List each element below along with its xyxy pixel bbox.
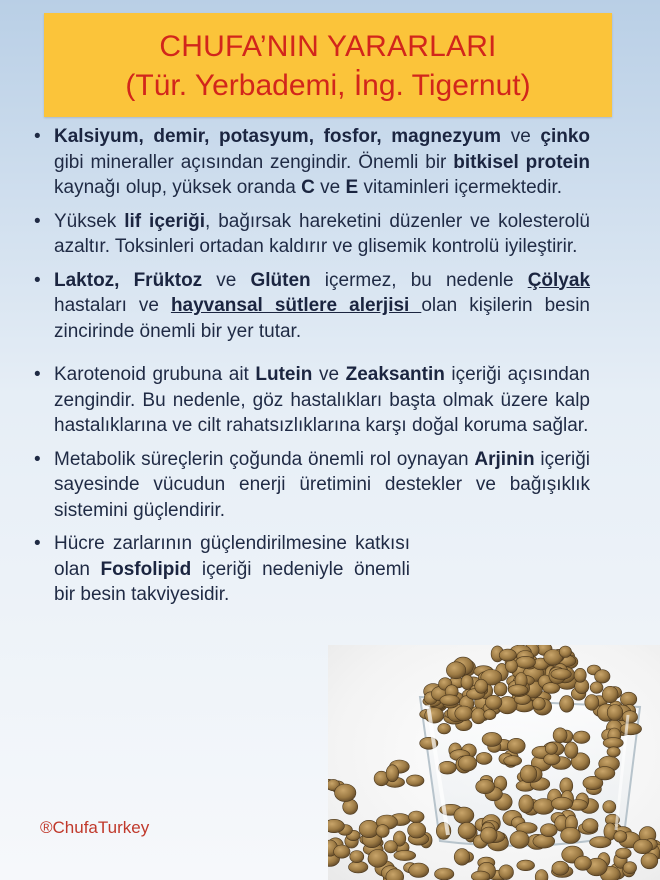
tigernut bbox=[406, 775, 424, 786]
tigernut bbox=[454, 807, 474, 823]
tigernut bbox=[455, 706, 473, 721]
text: ve bbox=[501, 126, 541, 147]
benefits-list bbox=[34, 124, 590, 616]
tigernut bbox=[508, 685, 528, 696]
text: hastaları ve bbox=[54, 295, 171, 316]
tigernut bbox=[553, 728, 567, 743]
tigernut bbox=[394, 850, 416, 860]
bold-underlined-text: hayvansal sütlere alerjisi bbox=[170, 295, 422, 316]
tigernut bbox=[484, 710, 496, 720]
text: Hücre zarlarının güçlendirilmesine katkısı olan bbox=[54, 533, 410, 580]
tigernut bbox=[533, 799, 554, 815]
tigernut bbox=[471, 871, 490, 880]
tigernut bbox=[458, 822, 476, 839]
tigernut bbox=[520, 765, 537, 783]
text: ve bbox=[202, 269, 251, 291]
tigernut bbox=[384, 841, 397, 853]
tigernut bbox=[622, 711, 637, 724]
tigernut bbox=[499, 649, 516, 661]
tigernut bbox=[603, 801, 616, 814]
tigernut bbox=[517, 860, 535, 871]
text: gibi mineraller açısından zengindir. Önemli bir bbox=[54, 151, 454, 173]
tigernut bbox=[476, 779, 495, 793]
tigernut bbox=[349, 861, 368, 873]
title-subtitle: (Tür. Yerbademi, İng. Tigernut) bbox=[125, 69, 531, 102]
benefit-arginine bbox=[34, 447, 590, 524]
tigernut bbox=[535, 870, 548, 880]
tigernut bbox=[482, 732, 502, 746]
tigernut bbox=[335, 784, 356, 802]
tigernut bbox=[559, 646, 571, 657]
tigernut bbox=[590, 837, 611, 848]
bold-text: Arjinin bbox=[474, 448, 535, 470]
title-banner bbox=[44, 13, 612, 117]
text: ve bbox=[312, 364, 346, 385]
title-main: CHUFA’NIN YARARLARI bbox=[159, 30, 497, 63]
text: içeriği nedeniyle önemli bir besin takviyesidir. bbox=[54, 558, 410, 605]
tigernut bbox=[573, 731, 590, 743]
bold-text: Lutein bbox=[255, 364, 313, 385]
tigernut bbox=[620, 723, 641, 735]
tigernut bbox=[623, 862, 636, 874]
benefit-phospholipid bbox=[34, 531, 410, 608]
brand-watermark: ®ChufaTurkey bbox=[40, 818, 150, 837]
tigernut bbox=[438, 761, 456, 774]
text: içermez, bu nedenle bbox=[310, 269, 528, 291]
benefit-minerals bbox=[34, 124, 590, 201]
bold-text: Laktoz, Früktoz bbox=[54, 269, 203, 291]
benefit-gluten-free bbox=[34, 268, 590, 345]
tigernut bbox=[485, 695, 502, 709]
tigernut bbox=[552, 861, 569, 875]
tigernut bbox=[585, 695, 599, 711]
tigernut bbox=[408, 822, 426, 838]
tigernut bbox=[551, 797, 572, 810]
tigernut-bowl-illustration bbox=[328, 645, 660, 880]
tigernut bbox=[574, 668, 586, 682]
tigernut bbox=[516, 656, 536, 668]
tigernut bbox=[376, 825, 389, 838]
tigernut bbox=[481, 827, 498, 843]
text: içeriği sayesinde vücudun enerji üretimini destekler ve bağışıklık sistemini güçlendirir. bbox=[54, 448, 590, 521]
tigernut bbox=[409, 811, 425, 823]
bold-text: Zeaksantin bbox=[345, 364, 445, 385]
tigernut bbox=[499, 865, 514, 880]
tigernut bbox=[386, 765, 399, 782]
tigernut bbox=[551, 669, 571, 680]
text: kaynağı olup, yüksek oranda bbox=[54, 177, 302, 198]
tigernut bbox=[641, 853, 658, 869]
tigernut bbox=[633, 839, 652, 853]
tigernut bbox=[504, 756, 522, 766]
tigernut bbox=[440, 695, 460, 706]
tigernut bbox=[540, 824, 557, 837]
tigernut bbox=[607, 705, 623, 721]
tigernut bbox=[438, 723, 451, 734]
tigernut bbox=[446, 662, 465, 679]
tigernut bbox=[582, 819, 598, 833]
tigernut bbox=[475, 679, 488, 693]
text: , bağırsak hareketini düzenler ve kolesterolü azaltır. Toksinleri ortadan kaldırır ve glisemik kontrolü iyileştirir. bbox=[54, 210, 590, 257]
text: ve bbox=[314, 177, 346, 198]
tigernut bbox=[614, 831, 627, 843]
tigernut bbox=[350, 851, 364, 863]
tigernut bbox=[560, 696, 574, 713]
text: vitaminleri içermektedir. bbox=[358, 177, 562, 198]
bold-text: Glüten bbox=[250, 269, 311, 291]
tigernut bbox=[368, 850, 387, 868]
tigernut bbox=[409, 863, 429, 877]
bold-text: Fosfolipid bbox=[100, 558, 192, 580]
text: Metabolik süreçlerin çoğunda önemli rol oynayan bbox=[54, 448, 475, 470]
tigernut bbox=[359, 820, 379, 837]
bold-text: çinko bbox=[540, 126, 590, 147]
tigernut bbox=[334, 845, 350, 858]
tigernut bbox=[595, 767, 615, 780]
tigernut bbox=[595, 670, 610, 683]
bold-text: Kalsiyum, demir, potasyum, fosfor, magnezyum bbox=[54, 126, 502, 147]
tigernut bbox=[543, 683, 560, 694]
bold-underlined-text: Çölyak bbox=[527, 269, 591, 291]
bold-text: bitkisel protein bbox=[453, 151, 590, 173]
tigernut-bowl-photo bbox=[328, 645, 660, 880]
bold-text: E bbox=[345, 177, 359, 198]
tigernut bbox=[561, 827, 581, 843]
tigernut bbox=[565, 742, 578, 759]
benefit-fiber bbox=[34, 209, 590, 260]
tigernut bbox=[454, 849, 470, 866]
tigernut bbox=[494, 682, 507, 696]
tigernut bbox=[507, 738, 525, 753]
tigernut bbox=[620, 692, 636, 706]
tigernut bbox=[328, 819, 344, 832]
tigernut bbox=[602, 686, 618, 702]
benefit-carotenoid bbox=[34, 362, 590, 439]
tigernut bbox=[607, 747, 620, 757]
tigernut bbox=[519, 795, 534, 813]
bold-text: C bbox=[301, 177, 315, 198]
tigernut bbox=[616, 848, 632, 859]
text: olan kişilerin besin zincirinde önemli bir yer tutar. bbox=[54, 295, 591, 342]
tigernut bbox=[574, 856, 591, 870]
tigernut bbox=[435, 868, 454, 880]
tigernut bbox=[590, 682, 603, 694]
text: Karotenoid grubuna ait bbox=[54, 364, 256, 385]
tigernut bbox=[510, 831, 529, 848]
tigernut bbox=[544, 754, 560, 765]
tigernut bbox=[476, 752, 492, 764]
bold-text: lif içeriği bbox=[124, 210, 206, 232]
tigernut bbox=[471, 708, 485, 724]
text: içeriği açısından zengindir. Bu nedenle, göz hastalıkları başta olmak üzere kalp hastalıklarına ve cilt rahatsızlıklarına karşı doğal koruma sağlar. bbox=[54, 364, 591, 436]
tigernut bbox=[533, 697, 546, 710]
text: Yüksek bbox=[54, 210, 125, 232]
tigernut bbox=[545, 743, 557, 755]
tigernut bbox=[458, 755, 476, 771]
